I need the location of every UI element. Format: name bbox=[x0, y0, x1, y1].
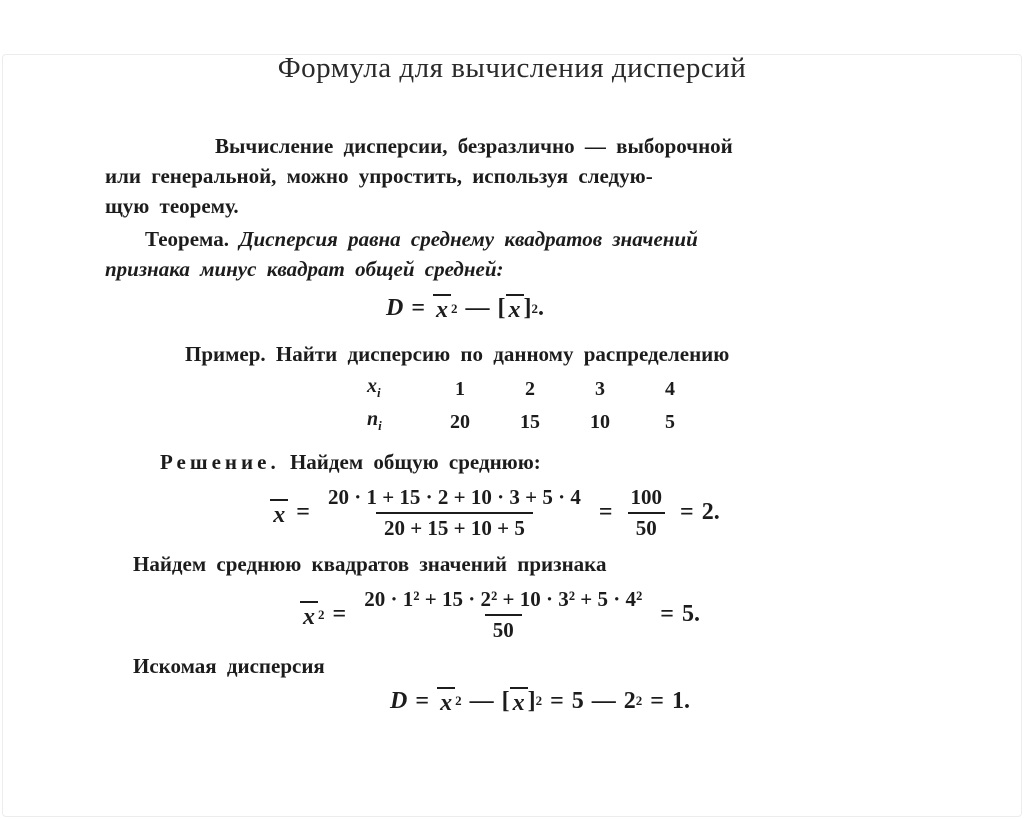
theorem-line-2: признака минус квадрат общей средней: bbox=[105, 257, 504, 281]
mean-formula: x = $\frac{20 \cdot 1 + 15 \cdot 2 + 10 \cdot 3 + 5 \cdot 4}{20 + 15 + 10 + 5}$ = $\frac{100}{50}$ = 2. bbox=[105, 483, 825, 543]
x-bar: x bbox=[270, 499, 288, 527]
x-bar-squared: x bbox=[300, 601, 318, 629]
fraction-numerator: 20 · 1² + 15 · 2² + 10 · 3² + 5 · 4² bbox=[364, 586, 643, 611]
table-cell: 10 bbox=[590, 411, 610, 434]
intro-line-1: Вычисление дисперсии, безразлично — выборочной bbox=[215, 134, 733, 158]
mean-squares-formula: x 2 = $\frac{\text{20 · 1² + 15 · 2² + 10 · 3² + 5 · 4²}}{50}$ = 5. bbox=[105, 585, 825, 645]
table-cell: 4 bbox=[665, 378, 675, 401]
theorem-text-1: Дисперсия равна среднему квадратов значений bbox=[239, 227, 698, 251]
solution-text: Найдем общую среднюю: bbox=[289, 449, 541, 474]
mean-squares-result: 5. bbox=[681, 601, 700, 628]
table-cell: 3 bbox=[595, 378, 605, 401]
solution-label: Решение. bbox=[160, 449, 280, 474]
fraction-denominator: 50 bbox=[485, 614, 522, 645]
mean-of-squares-term: x bbox=[437, 687, 455, 715]
mean-term: x bbox=[510, 687, 528, 715]
bracket-open: [ bbox=[501, 687, 510, 714]
row-label-xi: $x_i$ bbox=[367, 374, 381, 400]
variance-formula: D = x 2 — [ x ] 2 . bbox=[385, 295, 545, 324]
slide-border bbox=[2, 54, 1022, 817]
page-title: Формула для вычисления дисперсий bbox=[277, 52, 747, 84]
mean-result: 2. bbox=[701, 499, 720, 526]
formula-equals: = bbox=[411, 295, 426, 321]
example-label: Пример. bbox=[185, 341, 266, 366]
formula-D: D bbox=[390, 687, 408, 714]
mean-term: x bbox=[506, 294, 524, 322]
table-cell: 2 bbox=[525, 378, 535, 401]
fraction-numerator: 100 bbox=[630, 484, 663, 509]
table-cell: 20 bbox=[450, 411, 470, 434]
final-line: Искомая дисперсия bbox=[133, 653, 325, 678]
table-cell: 1 bbox=[455, 378, 465, 401]
bracket-close: ] bbox=[523, 295, 532, 321]
intro-line-2: или генеральной, можно упростить, используя следую- bbox=[105, 164, 653, 188]
table-cell: 5 bbox=[665, 411, 675, 434]
formula-D: D bbox=[385, 295, 404, 321]
theorem-label: Теорема. bbox=[145, 227, 229, 251]
mean-squares-line: Найдем среднюю квадратов значений признака bbox=[133, 551, 607, 576]
final-result: 1. bbox=[671, 687, 690, 714]
fraction-numerator: 20 · 1 + 15 · 2 + 10 · 3 + 5 · 4 bbox=[327, 484, 581, 509]
table-cell: 15 bbox=[520, 411, 540, 434]
formula-period: . bbox=[538, 295, 545, 321]
final-formula: D = x 2 — [ x ] 2 = 5 — 2 2 = 1. bbox=[390, 687, 690, 717]
mean-of-squares-term: x bbox=[433, 294, 451, 322]
intro-line-3: щую теорему. bbox=[105, 194, 239, 218]
bracket-open: [ bbox=[497, 295, 506, 321]
example-text: Найти дисперсию по данному распределению bbox=[275, 341, 730, 366]
bracket-close: ] bbox=[527, 687, 536, 714]
formula-minus: — bbox=[465, 295, 490, 321]
fraction-denominator: 20 + 15 + 10 + 5 bbox=[376, 512, 533, 543]
fraction-denominator: 50 bbox=[628, 512, 665, 543]
row-label-ni: $n_i$ bbox=[367, 407, 382, 433]
